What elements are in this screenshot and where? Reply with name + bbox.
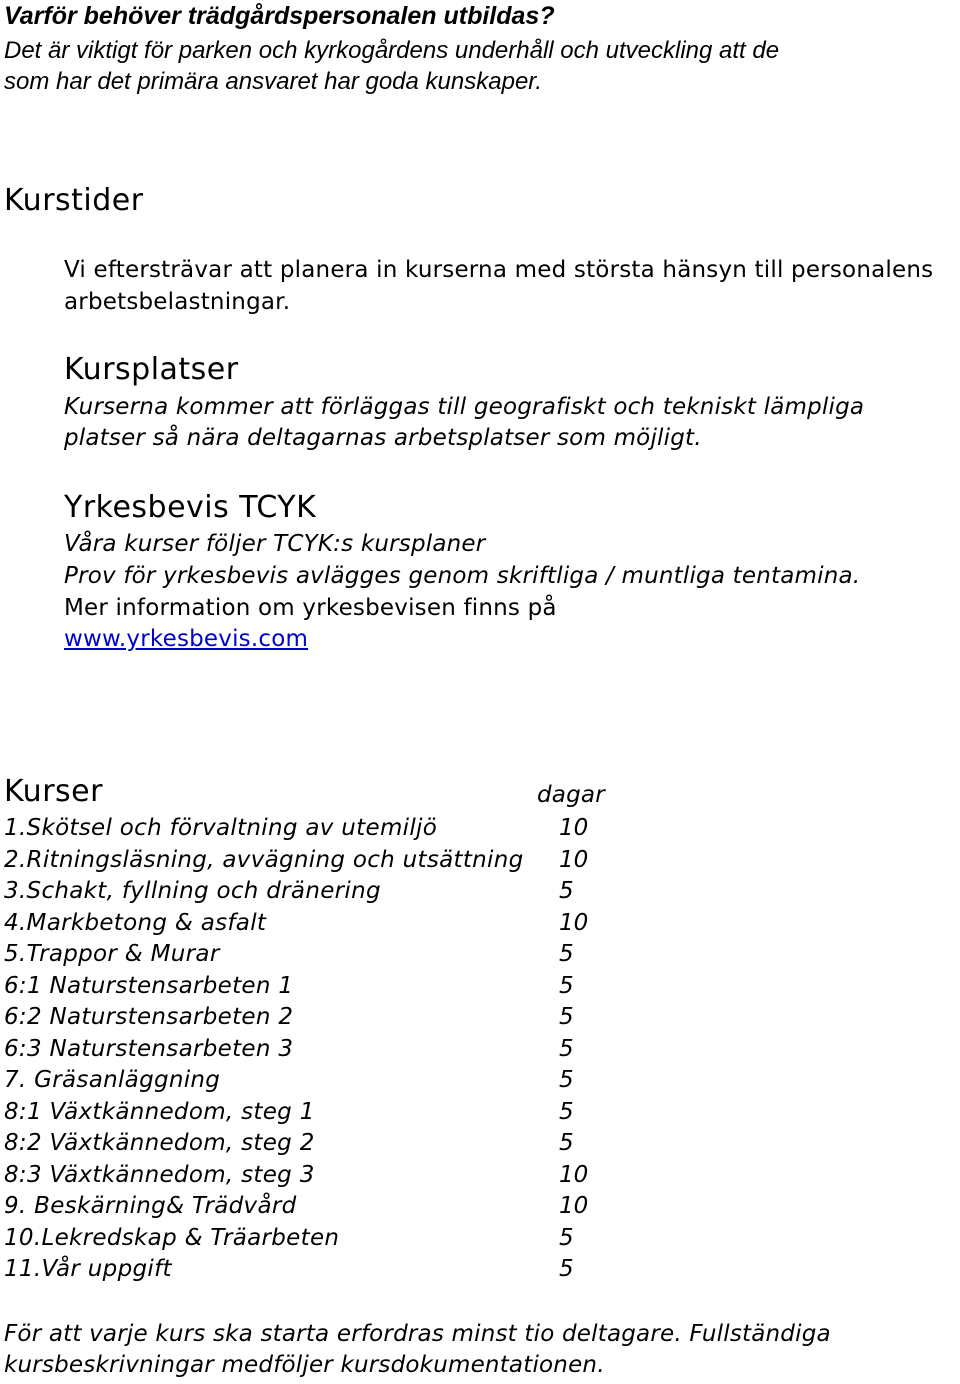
- course-name: 6:3 Naturstensarbeten 3: [4, 1036, 294, 1062]
- courses-heading: Kurser: [4, 774, 103, 809]
- courses-days-header: dagar: [537, 782, 605, 808]
- course-days: 5: [559, 1067, 574, 1093]
- course-days: 5: [559, 1036, 574, 1062]
- course-name: 6:2 Naturstensarbeten 2: [4, 1004, 294, 1030]
- course-name: 4.Markbetong & asfalt: [4, 910, 267, 936]
- footer-line-2: kursbeskrivningar medföljer kursdokumentationen.: [4, 1352, 605, 1378]
- course-name: 1.Skötsel och förvaltning av utemiljö: [4, 815, 438, 841]
- course-days: 5: [559, 1004, 574, 1030]
- course-days: 5: [559, 1225, 574, 1251]
- course-name: 2.Ritningsläsning, avvägning och utsättning: [4, 847, 524, 873]
- yrkesbevis-link[interactable]: www.yrkesbevis.com: [64, 626, 309, 652]
- kursplatser-heading: Kursplatser: [64, 352, 239, 387]
- intro-line-2: som har det primära ansvaret har goda kunskaper.: [4, 68, 543, 95]
- course-name: 9. Beskärning& Trädvård: [4, 1193, 297, 1219]
- course-days: 10: [559, 847, 589, 873]
- yrkesbevis-line-1: Våra kurser följer TCYK:s kursplaner: [64, 531, 486, 557]
- course-name: 8:2 Växtkännedom, steg 2: [4, 1130, 315, 1156]
- course-name: 8:3 Växtkännedom, steg 3: [4, 1162, 315, 1188]
- course-days: 10: [559, 815, 589, 841]
- yrkesbevis-heading: Yrkesbevis TCYK: [64, 490, 317, 525]
- course-name: 11.Vår uppgift: [4, 1256, 172, 1282]
- yrkesbevis-line-2: Prov för yrkesbevis avlägges genom skriftliga / muntliga tentamina.: [64, 563, 861, 589]
- course-days: 5: [559, 1256, 574, 1282]
- kurstider-line-1: Vi eftersträvar att planera in kurserna med största hänsyn till personalens: [64, 257, 934, 283]
- kursplatser-line-1: Kurserna kommer att förläggas till geografiskt och tekniskt lämpliga: [64, 394, 865, 420]
- course-name: 6:1 Naturstensarbeten 1: [4, 973, 294, 999]
- course-days: 5: [559, 1130, 574, 1156]
- kursplatser-line-2: platser så nära deltagarnas arbetsplatser som möjligt.: [64, 425, 702, 451]
- course-days: 5: [559, 1099, 574, 1125]
- yrkesbevis-line-3: Mer information om yrkesbevisen finns på: [64, 595, 557, 621]
- course-name: 7. Gräsanläggning: [4, 1067, 221, 1093]
- footer-line-1: För att varje kurs ska starta erfordras minst tio deltagare. Fullständiga: [4, 1321, 831, 1347]
- course-days: 10: [559, 1193, 589, 1219]
- course-name: 8:1 Växtkännedom, steg 1: [4, 1099, 315, 1125]
- course-days: 5: [559, 941, 574, 967]
- course-days: 10: [559, 1162, 589, 1188]
- intro-title: Varför behöver trädgårdspersonalen utbildas?: [4, 2, 555, 30]
- course-days: 5: [559, 973, 574, 999]
- course-days: 5: [559, 878, 574, 904]
- course-name: 3.Schakt, fyllning och dränering: [4, 878, 381, 904]
- course-name: 10.Lekredskap & Träarbeten: [4, 1225, 340, 1251]
- kurstider-heading: Kurstider: [4, 183, 144, 218]
- intro-line-1: Det är viktigt för parken och kyrkogårdens underhåll och utveckling att de: [4, 37, 780, 64]
- course-name: 5.Trappor & Murar: [4, 941, 220, 967]
- kurstider-line-2: arbetsbelastningar.: [64, 289, 291, 315]
- course-days: 10: [559, 910, 589, 936]
